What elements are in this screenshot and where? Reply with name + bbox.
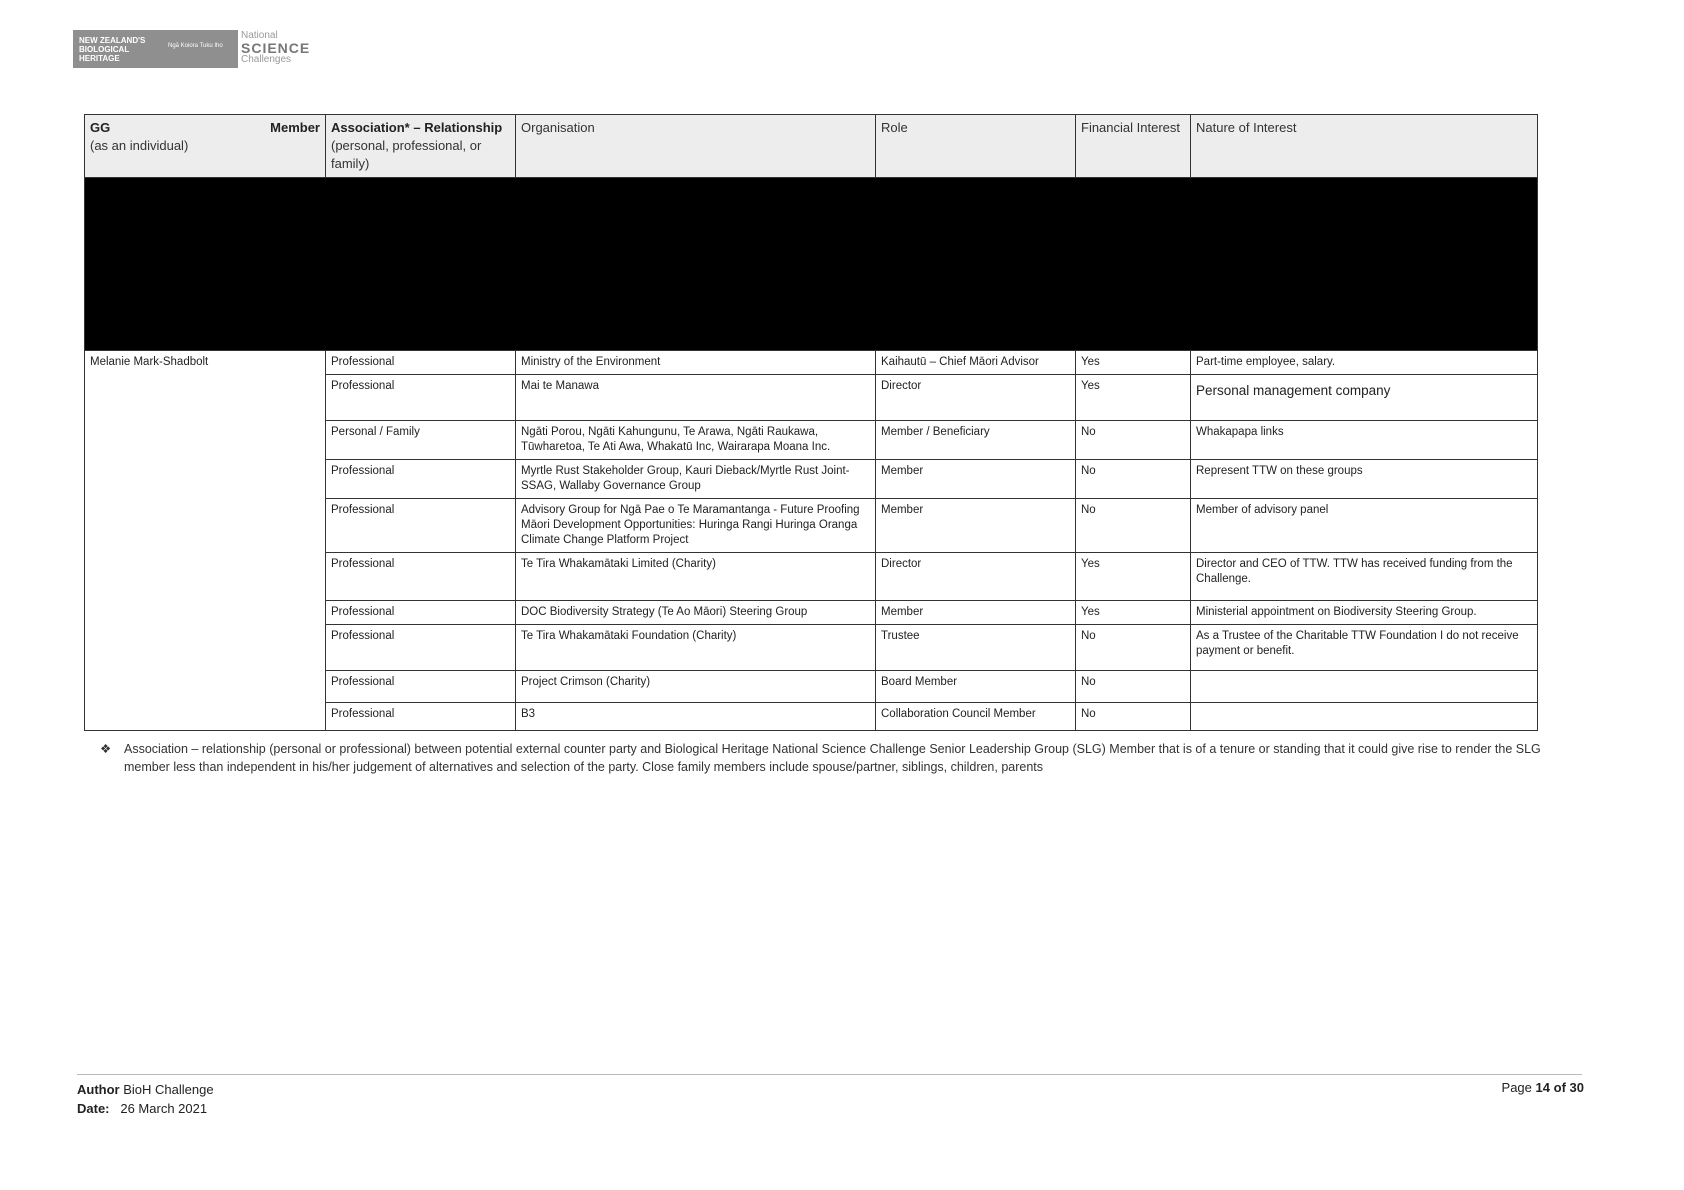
table-row bbox=[85, 351, 1538, 375]
header-gg-member bbox=[85, 115, 326, 178]
cell-organisation: Ministry of the Environment bbox=[516, 351, 876, 375]
cell-organisation: Te Tira Whakamātaki Foundation (Charity) bbox=[516, 625, 876, 671]
cell-organisation: B3 bbox=[516, 703, 876, 731]
cell-financial: No bbox=[1076, 460, 1191, 499]
footer-author-value: BioH Challenge bbox=[123, 1082, 214, 1097]
page-prefix: Page bbox=[1501, 1080, 1532, 1095]
cell-role: Member bbox=[876, 601, 1076, 625]
cell-role: Member bbox=[876, 460, 1076, 499]
header-association-rest: (personal, professional, or family) bbox=[331, 138, 482, 171]
cell-financial: No bbox=[1076, 421, 1191, 460]
cell-association: Professional bbox=[326, 375, 516, 421]
cell-role: Member / Beneficiary bbox=[876, 421, 1076, 460]
cell-nature: Part-time employee, salary. bbox=[1191, 351, 1538, 375]
member-name-cell bbox=[85, 351, 326, 731]
cell-nature: Member of advisory panel bbox=[1191, 499, 1538, 553]
cell-financial: No bbox=[1076, 499, 1191, 553]
cell-financial: No bbox=[1076, 625, 1191, 671]
cell-organisation: Project Crimson (Charity) bbox=[516, 671, 876, 703]
header-gg: GG bbox=[90, 120, 111, 135]
header-member: Member bbox=[270, 120, 320, 135]
cell-organisation: Myrtle Rust Stakeholder Group, Kauri Dieback/Myrtle Rust Joint-SSAG, Wallaby Governance Group bbox=[516, 460, 876, 499]
cell-nature: Whakapapa links bbox=[1191, 421, 1538, 460]
logo-biodiversity-text: NEW ZEALAND'S BIOLOGICAL HERITAGE bbox=[79, 36, 146, 63]
header-association-bold: Association* – Relationship bbox=[331, 120, 503, 135]
header-as-individual: (as an individual) bbox=[90, 138, 189, 153]
cell-organisation: DOC Biodiversity Strategy (Te Ao Māori) Steering Group bbox=[516, 601, 876, 625]
cell-association: Personal / Family bbox=[326, 421, 516, 460]
page-of: of bbox=[1553, 1080, 1566, 1095]
table-header-row bbox=[85, 115, 1538, 178]
cell-organisation: Mai te Manawa bbox=[516, 375, 876, 421]
header-financial-interest: Financial Interest bbox=[1076, 115, 1191, 178]
cell-nature: Ministerial appointment on Biodiversity Steering Group. bbox=[1191, 601, 1538, 625]
cell-association: Professional bbox=[326, 499, 516, 553]
logo-maori-text: Ngā Koiora Tuku Iho bbox=[168, 43, 223, 49]
footnote-bullet-icon: ❖ bbox=[100, 742, 112, 756]
cell-association: Professional bbox=[326, 671, 516, 703]
cell-nature: As a Trustee of the Charitable TTW Foundation I do not receive payment or benefit. bbox=[1191, 625, 1538, 671]
nsc-logo bbox=[241, 30, 311, 66]
header-association bbox=[326, 115, 516, 178]
footer-date-value: 26 March 2021 bbox=[120, 1101, 208, 1116]
redacted-block bbox=[85, 178, 1538, 351]
cell-role: Trustee bbox=[876, 625, 1076, 671]
nsc-line3: Challenges bbox=[241, 54, 292, 65]
logo bbox=[73, 30, 311, 74]
cell-association: Professional bbox=[326, 553, 516, 601]
cell-nature bbox=[1191, 671, 1538, 703]
cell-financial: Yes bbox=[1076, 601, 1191, 625]
cell-nature-text: Personal management company bbox=[1196, 383, 1391, 398]
nsc-line1: National bbox=[241, 30, 278, 41]
cell-role: Kaihautū – Chief Māori Advisor bbox=[876, 351, 1076, 375]
cell-role: Director bbox=[876, 375, 1076, 421]
cell-financial: Yes bbox=[1076, 375, 1191, 421]
cell-nature: Represent TTW on these groups bbox=[1191, 460, 1538, 499]
page-current: 14 bbox=[1535, 1080, 1550, 1095]
header-role: Role bbox=[876, 115, 1076, 178]
nsc-line2: SCIENCE bbox=[241, 40, 311, 56]
cell-financial: No bbox=[1076, 703, 1191, 731]
cell-nature bbox=[1191, 375, 1538, 421]
cell-role: Board Member bbox=[876, 671, 1076, 703]
cell-association: Professional bbox=[326, 625, 516, 671]
cell-role: Member bbox=[876, 499, 1076, 553]
header-organisation: Organisation bbox=[516, 115, 876, 178]
footer-divider bbox=[77, 1074, 1582, 1075]
cell-nature: Director and CEO of TTW. TTW has received funding from the Challenge. bbox=[1191, 553, 1538, 601]
cell-role: Director bbox=[876, 553, 1076, 601]
cell-organisation: Ngāti Porou, Ngāti Kahungunu, Te Arawa, Ngāti Raukawa, Tūwharetoa, Te Ati Awa, Whakatū Inc, Wairarapa Moana Inc. bbox=[516, 421, 876, 460]
cell-organisation: Advisory Group for Ngā Pae o Te Maramantanga - Future Proofing Māori Development Opportunities: Huringa Rangi Huringa Oranga Climate Change Platform Project bbox=[516, 499, 876, 553]
association-footnote bbox=[100, 740, 1590, 776]
cell-association: Professional bbox=[326, 351, 516, 375]
cell-organisation: Te Tira Whakamātaki Limited (Charity) bbox=[516, 553, 876, 601]
page-total: 30 bbox=[1569, 1080, 1584, 1095]
footnote-text: Association – relationship (personal or professional) between potential external counter party and Biological Heritage National Science Challenge Senior Leadership Group (SLG) Member that is of a tenure or standing that it could give rise to render the SLG member less than independent in his/her judgement of alternatives and selection of the party. Close family members include spouse/partner, siblings, children, parents bbox=[124, 742, 1541, 774]
footer-author-label: Author bbox=[77, 1082, 120, 1097]
header-nature-of-interest: Nature of Interest bbox=[1191, 115, 1538, 178]
cell-association: Professional bbox=[326, 703, 516, 731]
page-number bbox=[1502, 1080, 1584, 1095]
redacted-row bbox=[85, 178, 1538, 351]
cell-financial: Yes bbox=[1076, 351, 1191, 375]
cell-association: Professional bbox=[326, 601, 516, 625]
cell-financial: Yes bbox=[1076, 553, 1191, 601]
conflict-of-interest-table bbox=[84, 114, 1538, 731]
cell-nature bbox=[1191, 703, 1538, 731]
footer-date-label: Date: bbox=[77, 1101, 110, 1116]
cell-role: Collaboration Council Member bbox=[876, 703, 1076, 731]
footer-meta bbox=[77, 1080, 214, 1118]
bioheritage-logo bbox=[73, 30, 238, 68]
member-name: Melanie Mark-Shadbolt bbox=[90, 356, 209, 368]
cell-association: Professional bbox=[326, 460, 516, 499]
cell-financial: No bbox=[1076, 671, 1191, 703]
